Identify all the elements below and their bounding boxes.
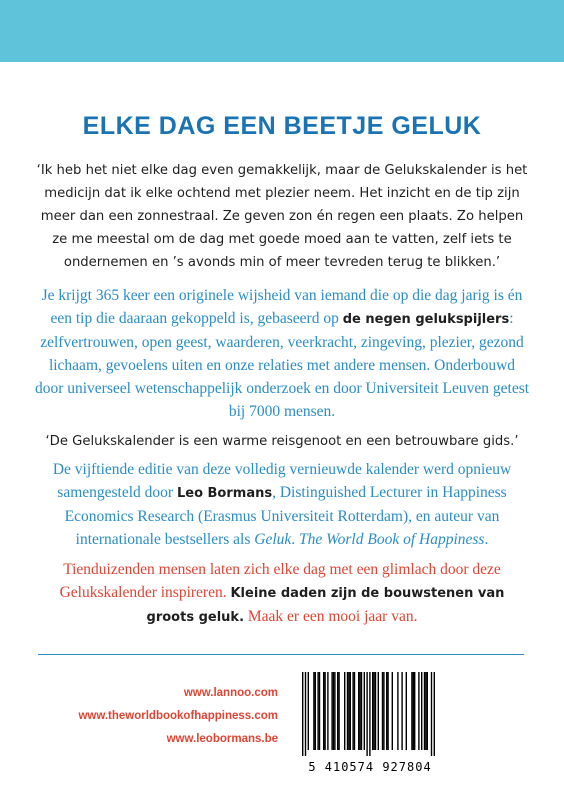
barcode-bar [354,672,355,750]
page-title: ELKE DAG EEN BEETJE GELUK [82,112,482,140]
divider-line [38,654,524,655]
barcode-bar [392,672,393,750]
period: . [484,531,489,548]
barcode-bar [302,672,303,756]
description-text-rest: : zelfvertrouwen, open geest, waarderen, veerkracht, zingeving, plezier, gezond lichaam, gevoelens uiten en onze relaties met andere mensen. Onderbouwd door universeel wetenschappelijk onderzoek en door Universiteit Leuven getest bij 7000 mensen. [34,310,530,420]
top-color-band [0,0,564,62]
website-links [40,682,278,751]
barcode-bar [315,672,316,750]
separator: . [291,531,300,548]
book-title-geluk: Geluk [254,531,292,548]
barcode-bar [383,672,384,750]
author-name: Leo Bormans [176,486,273,501]
link-worldbookofhappiness[interactable]: www.theworldbookofhappiness.com [78,710,278,722]
barcode-bar [427,672,428,750]
barcode-bar [434,672,435,756]
barcode-bar [331,672,332,750]
barcode-bar [319,672,320,750]
pillars-highlight: de negen gelukspijlers [342,312,510,327]
barcode-bar [352,672,353,750]
closing-paragraph [34,558,530,629]
barcode-bar [317,672,318,750]
barcode-bar [334,672,335,750]
barcode-bar [411,672,412,750]
barcode-bar [372,672,373,750]
barcode-bar [348,672,349,750]
barcode-bar [347,672,348,750]
barcode-bar [418,672,419,750]
barcode-bar [369,672,370,756]
barcode-bar [358,672,359,750]
barcode-bar [324,672,325,750]
barcode-bar [344,672,345,750]
barcode-bar [373,672,374,750]
description-paragraph [34,284,530,423]
author-credentials: , Distinguished Lecturer in Happiness Economics Research (Erasmus Universiteit Rotterdam), en auteur van internationale bestsellers als [64,484,507,548]
barcode-bar [397,672,398,750]
barcode-bar [350,672,351,750]
barcode-bar [425,672,426,750]
barcode-bar [378,672,379,750]
barcode-bar [323,672,324,750]
barcode-bar [431,672,432,756]
barcode-bar [308,672,309,750]
description-text: Je krijgt 365 keer een originele wijsheid van iemand die op die dag jarig is én een tip die daaraan gekoppeld is, gebaseerd op [41,287,523,327]
barcode-bar [406,672,407,750]
barcode-bar [401,672,402,750]
book-title-world-book: The World Book of Happiness [299,531,485,548]
barcode-bar [424,672,425,750]
closing-text: Tienduizenden mensen laten zich elke dag met een glimlach door deze Gelukskalender inspireren. [59,561,501,601]
barcode-bar [387,672,388,750]
closing-highlight: Kleine daden zijn de bouwstenen van groots geluk. [146,586,505,625]
review-quote: ‘De Gelukskalender is een warme reisgenoot en een betrouwbare gids.’ [45,434,519,449]
barcode-bar [386,672,387,750]
author-text: De vijftiende editie van deze volledig vernieuwde kalender werd opnieuw samengesteld door [52,461,512,501]
barcode-bar [361,672,362,750]
barcode-bar [327,672,328,750]
barcode-bar [364,672,365,750]
barcode-bar [414,672,415,750]
closing-wish: Maak er een mooi jaar van. [244,608,418,625]
barcode-bar [421,672,422,750]
barcode [292,670,442,756]
testimonial-quote: ‘Ik heb het niet elke dag even gemakkelijk, maar de Gelukskalender is het medicijn dat ik elke ochtend met plezier neem. Het inzicht en de tip zijn meer dan een zonnestraal. Ze geven zon én regen een plaats. Zo helpen ze me meestal om de dag met goede moed aan te vatten, zelf iets te ondernemen en ’s avonds min of meer tevreden terug te blikken.’ [36,163,528,270]
barcode-bar [413,672,414,750]
barcode-bar [382,672,383,750]
author-paragraph [34,458,530,551]
barcode-bars [292,670,442,756]
link-leobormans[interactable]: www.leobormans.be [166,733,278,745]
barcode-bar [366,672,367,756]
barcode-bar [375,672,376,750]
barcode-number: 5 410574 927804 [308,760,432,774]
barcode-bar [313,672,314,750]
barcode-bar [333,672,334,750]
barcode-bar [338,672,339,750]
barcode-bar [359,672,360,750]
barcode-bar [337,672,338,750]
barcode-bar [305,672,306,756]
link-lannoo[interactable]: www.lannoo.com [183,687,278,699]
